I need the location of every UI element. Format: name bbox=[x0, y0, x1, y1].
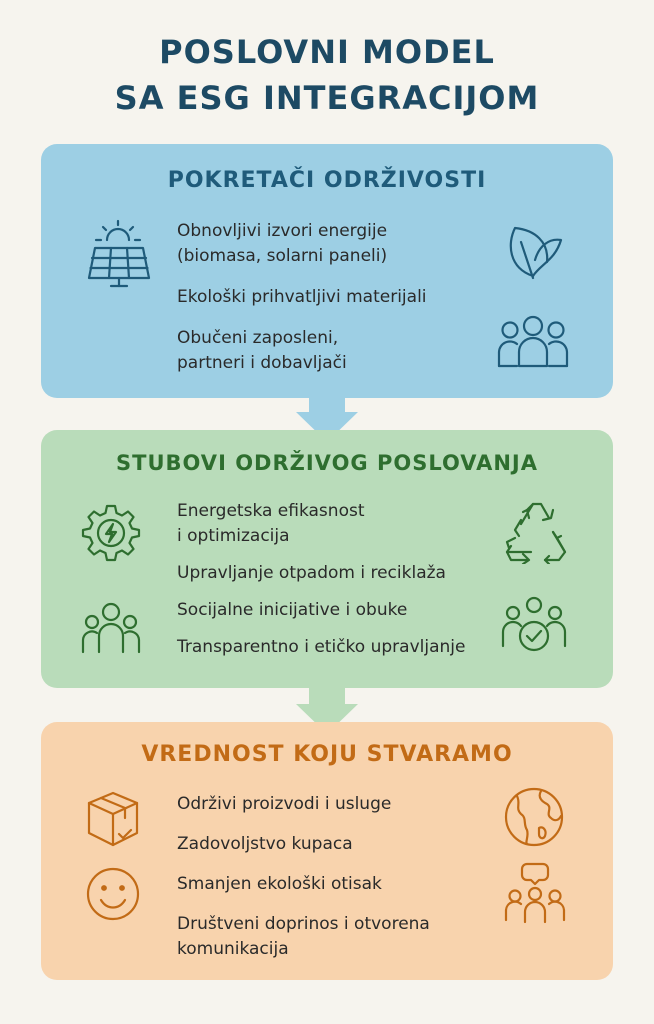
list-item: Transparentno i etičko upravljanje bbox=[177, 637, 466, 657]
sustainable-business-pillars-panel bbox=[41, 430, 613, 688]
community-icon bbox=[81, 602, 141, 654]
sustainability-drivers-panel bbox=[41, 144, 613, 398]
panel-items bbox=[177, 219, 537, 392]
people-group-icon bbox=[495, 314, 571, 368]
list-item: Obučeni zaposleni, partneri i dobavljači bbox=[177, 328, 347, 373]
panel-items bbox=[177, 499, 537, 672]
recycle-icon bbox=[503, 502, 569, 564]
list-item: Upravljanje otpadom i reciklaža bbox=[177, 563, 446, 583]
panel-items bbox=[177, 792, 537, 977]
list-item: Obnovljivi izvori energije (biomasa, solarni paneli) bbox=[177, 221, 388, 266]
list-item: Socijalne inicijative i obuke bbox=[177, 600, 408, 620]
main-title-line1: POSLOVNI MODEL bbox=[159, 33, 495, 71]
list-item: Smanjen ekološki otisak bbox=[177, 874, 382, 894]
people-communication-icon bbox=[503, 862, 567, 928]
list-item: Društveni doprinos i otvorena komunikacija bbox=[177, 914, 430, 959]
list-item: Ekološki prihvatljivi materijali bbox=[177, 287, 427, 307]
box-icon bbox=[85, 790, 141, 848]
solar-panel-icon bbox=[81, 218, 155, 290]
value-created-panel bbox=[41, 722, 613, 980]
panel-title: POKRETAČI ODRŽIVOSTI bbox=[167, 168, 487, 193]
gear-energy-icon bbox=[81, 502, 141, 562]
panel-title: STUBOVI ODRŽIVOG POSLOVANJA bbox=[116, 451, 538, 475]
leaf-icon bbox=[501, 220, 565, 282]
panel-title: VREDNOST KOJU STVARAMO bbox=[141, 742, 513, 767]
list-item: Zadovoljstvo kupaca bbox=[177, 834, 353, 854]
people-check-icon bbox=[501, 596, 567, 656]
list-item: Energetska efikasnost i optimizacija bbox=[177, 501, 365, 546]
globe-icon bbox=[503, 786, 565, 848]
smiley-icon bbox=[85, 866, 141, 922]
list-item: Održivi proizvodi i usluge bbox=[177, 794, 392, 814]
main-title-line2: SA ESG INTEGRACIJOM bbox=[114, 79, 540, 117]
